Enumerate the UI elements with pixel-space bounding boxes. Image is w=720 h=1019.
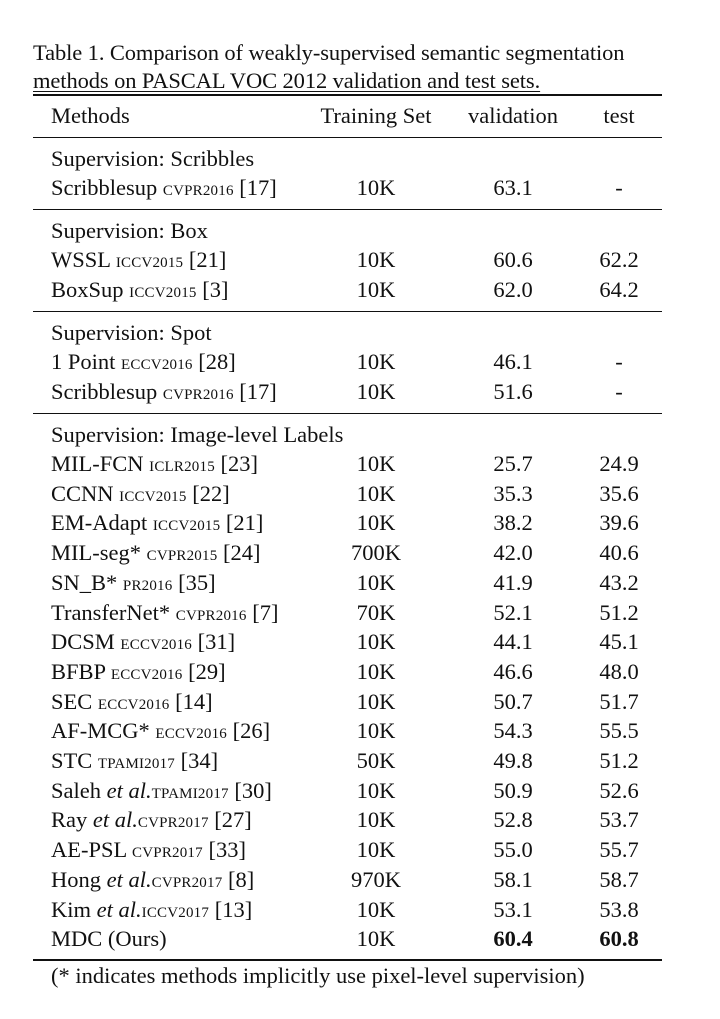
table-caption: [33, 39, 683, 95]
section-title: Supervision: Box: [51, 218, 208, 243]
method-ref: [31]: [197, 629, 236, 655]
caption-line-2: methods on PASCAL VOC 2012 validation and test sets.: [33, 68, 541, 93]
method-cell: [51, 657, 226, 690]
table-row: [0, 598, 720, 628]
method-ref: [8]: [228, 866, 255, 892]
validation-cell: 46.6: [493, 658, 533, 684]
method-ref: [35]: [178, 569, 216, 595]
method-etal: et al.: [106, 777, 152, 803]
training-set-cell: 700K: [351, 540, 401, 566]
method-venue: CVPR2015: [146, 548, 218, 565]
method-ref: [28]: [198, 349, 236, 374]
section-title: Supervision: Image-level Labels: [51, 422, 344, 447]
validation-cell: 52.1: [493, 599, 533, 625]
method-etal: et al.: [96, 896, 142, 922]
test-cell: -: [615, 175, 623, 200]
table-row: [0, 347, 720, 377]
method-cell: [51, 805, 252, 838]
method-venue: ECCV2016: [97, 696, 170, 713]
method-cell: [51, 598, 278, 631]
method-ref: [27]: [214, 807, 252, 833]
test-cell: 51.2: [599, 599, 639, 625]
training-set-cell: 10K: [356, 349, 396, 374]
method-ref: [26]: [232, 718, 271, 744]
method-venue: ICCV2015: [115, 255, 184, 271]
validation-cell: 54.3: [493, 718, 533, 744]
method-name: DCSM: [51, 629, 115, 655]
method-venue: ICCV2015: [119, 488, 187, 505]
validation-cell: 49.8: [493, 748, 533, 773]
method-etal: et al.: [106, 866, 152, 892]
method-name: AE-PSL: [51, 837, 127, 863]
test-cell: 53.8: [599, 896, 639, 922]
method-name: MIL-FCN: [51, 451, 144, 476]
method-ref: [23]: [220, 451, 259, 476]
method-name: TransferNet*: [51, 599, 171, 625]
method-cell: [51, 865, 254, 898]
method-ref: [29]: [188, 658, 226, 684]
method-cell: [51, 347, 236, 380]
training-set-cell: 10K: [356, 718, 396, 744]
test-cell: 58.7: [599, 866, 639, 892]
training-set-cell: 10K: [356, 451, 396, 476]
test-cell: 55.5: [599, 718, 639, 744]
method-name: SN_B*: [51, 569, 118, 595]
training-set-cell: 10K: [356, 480, 396, 506]
test-cell: 62.2: [599, 247, 639, 272]
method-cell: [51, 924, 167, 954]
method-cell: [51, 835, 246, 868]
training-set-cell: 10K: [356, 629, 396, 655]
table-row: [0, 657, 720, 687]
table-row: [0, 805, 720, 835]
method-name: Kim: [51, 896, 92, 922]
method-venue: CVPR2016: [162, 386, 234, 403]
table-row: [0, 245, 720, 275]
test-cell: 60.8: [599, 926, 639, 952]
method-cell: [51, 275, 228, 308]
method-name: Scribblesup: [51, 378, 158, 404]
test-cell: 51.2: [599, 748, 639, 773]
footnote: (* indicates methods implicitly use pixel-level supervision): [51, 963, 585, 988]
method-cell: [51, 173, 277, 206]
method-cell: [51, 895, 252, 928]
section-rule: [33, 311, 662, 312]
method-venue: CVPR2017: [151, 874, 223, 891]
test-cell: -: [615, 349, 623, 374]
method-ref: [21]: [225, 510, 264, 536]
method-venue: TPAMI2017: [151, 785, 229, 802]
section-rule: [33, 209, 662, 210]
method-name: STC: [51, 748, 93, 773]
table-row: [0, 508, 720, 538]
method-ref: [34]: [180, 748, 219, 773]
method-ref: [7]: [252, 599, 279, 625]
training-set-cell: 10K: [356, 175, 396, 200]
method-name: Saleh: [51, 777, 101, 803]
method-venue: ECCV2016: [121, 357, 193, 373]
training-set-cell: 10K: [356, 777, 396, 803]
method-cell: [51, 538, 261, 571]
method-cell: [51, 449, 258, 482]
method-venue: ICCV2015: [129, 284, 197, 301]
test-cell: 52.6: [599, 777, 639, 803]
table-row: [0, 746, 720, 776]
table-row: [0, 895, 720, 925]
training-set-cell: 10K: [356, 247, 396, 272]
validation-cell: 42.0: [493, 540, 533, 566]
header-training-set: Training Set: [320, 103, 432, 128]
method-etal: et al.: [92, 807, 138, 833]
table-row: [0, 627, 720, 657]
test-cell: 45.1: [599, 629, 639, 655]
method-cell: [51, 508, 263, 541]
method-name: MDC (Ours): [51, 926, 167, 952]
caption-line-1: Table 1. Comparison of weakly-supervised semantic segmentation: [33, 40, 625, 65]
header-test: test: [603, 103, 635, 128]
validation-cell: 60.4: [493, 926, 533, 952]
table-row: [0, 538, 720, 568]
method-cell: [51, 687, 213, 720]
method-name: BoxSup: [51, 276, 124, 302]
validation-cell: 44.1: [493, 629, 533, 655]
training-set-cell: 10K: [356, 807, 396, 833]
method-name: Hong: [51, 866, 101, 892]
method-cell: [51, 776, 272, 809]
test-cell: 53.7: [599, 807, 639, 833]
training-set-cell: 50K: [356, 748, 396, 773]
validation-cell: 60.6: [493, 247, 533, 272]
table-row: [0, 716, 720, 746]
method-cell: [51, 377, 277, 410]
validation-cell: 51.6: [493, 378, 533, 404]
section-title: Supervision: Scribbles: [51, 146, 255, 171]
validation-cell: 38.2: [493, 510, 533, 536]
test-cell: 51.7: [599, 688, 639, 714]
test-cell: 64.2: [599, 276, 639, 302]
test-cell: 39.6: [599, 510, 639, 536]
method-venue: ICCV2015: [152, 518, 221, 535]
training-set-cell: 10K: [356, 569, 396, 595]
training-set-cell: 10K: [356, 837, 396, 863]
method-ref: [3]: [202, 276, 229, 302]
table-row: [0, 568, 720, 598]
header-row: [0, 101, 720, 131]
method-ref: [21]: [188, 247, 227, 272]
method-cell: [51, 245, 226, 278]
validation-cell: 55.0: [493, 837, 533, 863]
training-set-cell: 10K: [356, 276, 396, 302]
method-venue: ECCV2016: [155, 726, 228, 743]
method-ref: [22]: [192, 480, 230, 506]
method-venue: CVPR2017: [137, 815, 209, 832]
table-row: [0, 835, 720, 865]
method-ref: [33]: [208, 837, 246, 863]
section-title: Supervision: Spot: [51, 320, 212, 345]
method-venue: PR2016: [122, 577, 173, 594]
validation-cell: 53.1: [493, 896, 533, 922]
training-set-cell: 10K: [356, 378, 396, 404]
validation-cell: 46.1: [493, 349, 533, 374]
validation-cell: 35.3: [493, 480, 533, 506]
header-validation: validation: [468, 103, 558, 128]
method-venue: CVPR2017: [132, 845, 203, 862]
training-set-cell: 10K: [356, 688, 396, 714]
top-rule: [33, 94, 662, 96]
method-name: Scribblesup: [51, 175, 158, 200]
method-name: MIL-seg*: [51, 540, 141, 566]
method-venue: CVPR2016: [162, 183, 234, 199]
training-set-cell: 10K: [356, 896, 396, 922]
training-set-cell: 70K: [356, 599, 396, 625]
table-row: [0, 377, 720, 407]
method-cell: [51, 479, 230, 512]
validation-cell: 41.9: [493, 569, 533, 595]
method-cell: [51, 627, 235, 660]
validation-cell: 58.1: [493, 866, 533, 892]
header-methods: Methods: [51, 103, 130, 128]
validation-cell: 50.7: [493, 688, 533, 714]
table-row: [0, 865, 720, 895]
table-row: [0, 776, 720, 806]
test-cell: 43.2: [599, 569, 639, 595]
method-cell: [51, 568, 216, 601]
table-row: [0, 275, 720, 305]
validation-cell: 50.9: [493, 777, 533, 803]
method-venue: ECCV2016: [120, 637, 193, 654]
table-row: [0, 687, 720, 717]
method-ref: [30]: [234, 777, 272, 803]
validation-cell: 63.1: [493, 175, 533, 200]
test-cell: -: [615, 378, 623, 404]
validation-cell: 25.7: [493, 451, 533, 476]
table-row: [0, 479, 720, 509]
method-name: AF-MCG*: [51, 718, 150, 744]
section-rule: [33, 413, 662, 414]
method-name: SEC: [51, 688, 93, 714]
method-name: Ray: [51, 807, 88, 833]
method-name: EM-Adapt: [51, 510, 148, 536]
method-name: 1 Point: [51, 349, 116, 374]
test-cell: 40.6: [599, 540, 639, 566]
method-venue: CVPR2016: [175, 607, 247, 624]
method-ref: [13]: [214, 896, 253, 922]
test-cell: 35.6: [599, 480, 639, 506]
method-name: CCNN: [51, 480, 114, 506]
method-venue: ECCV2016: [110, 666, 183, 683]
training-set-cell: 970K: [351, 866, 401, 892]
header-rule: [33, 137, 662, 138]
method-ref: [17]: [239, 175, 277, 200]
test-cell: 24.9: [599, 451, 639, 476]
test-cell: 48.0: [599, 658, 639, 684]
validation-cell: 52.8: [493, 807, 533, 833]
method-name: WSSL: [51, 247, 111, 272]
method-venue: TPAMI2017: [97, 756, 175, 772]
table-row: [0, 449, 720, 479]
training-set-cell: 10K: [356, 926, 396, 952]
method-ref: [24]: [223, 540, 261, 566]
method-venue: ICCV2017: [141, 904, 210, 921]
method-ref: [14]: [175, 688, 213, 714]
test-cell: 55.7: [599, 837, 639, 863]
method-cell: [51, 716, 270, 749]
table-row: [0, 173, 720, 203]
table-row: [0, 924, 720, 954]
validation-cell: 62.0: [493, 276, 533, 302]
method-venue: ICLR2015: [149, 459, 215, 475]
method-name: BFBP: [51, 658, 106, 684]
training-set-cell: 10K: [356, 658, 396, 684]
training-set-cell: 10K: [356, 510, 396, 536]
method-cell: [51, 746, 218, 779]
method-ref: [17]: [239, 378, 277, 404]
